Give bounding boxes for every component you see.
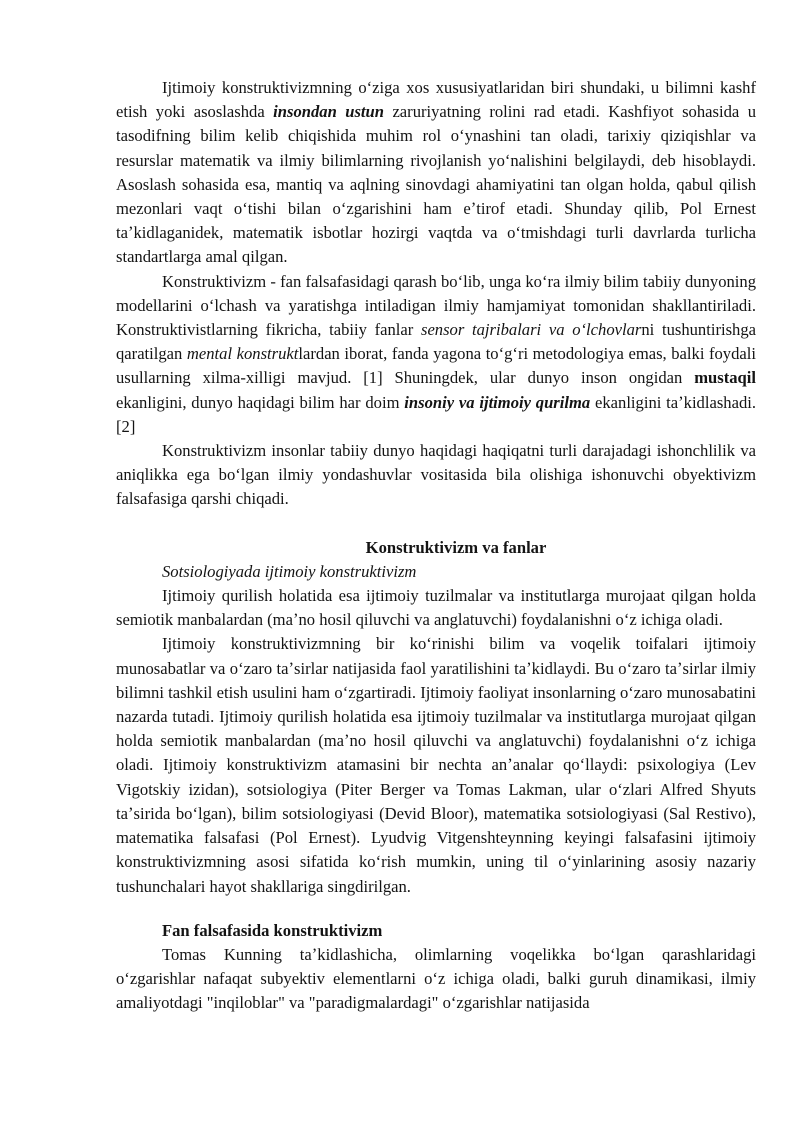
paragraph-4: Ijtimoiy qurilish holatida esa ijtimoiy tuzilmalar va institutlarga murojaat qilgan holda semiotik manbalardan (maʼno hosil qiluvchi va anglatuvchi) foydalanishni oʻz ichiga oladi. [116,586,756,630]
text-run: Ijtimoiy konstruktivizmning oʻziga xos xususiyatlaridan biri shundaki, u bilimni kashf etish yoki asoslashda [116,78,756,122]
paragraph-6: Tomas Kunning taʼkidlashicha, olimlarning voqelikka boʻlgan qarashlaridagi oʻzgarishlar nafaqat subyektiv elementlarni oʻz ichiga oladi, balki guruh dinamikasi, ilmiy amaliyotdagi "inqiloblar" va "paradigmalardagi" oʻzgarishlar natijasida [116,944,756,1013]
paragraph-5: Ijtimoiy konstruktivizmning bir koʻrinishi bilim va voqelik toifalari ijtimoiy munosabatlar va oʻzaro taʼsirlar natijasida faol yaratilishini taʼkidlaydi. Bu oʻzaro taʼsirlar ilmiy bilimni tashkil etish usulini ham oʻzgartiradi. Ijtimoiy faoliyat insonlarning oʻzaro munosabatini nazarda tutadi. Ijtimoiy qurilish holatida esa ijtimoiy tuzilmalar va institutlarga murojaat qilgan holda semiotik manbalardan (maʼno hosil qiluvchi va anglatuvchi) foydalanishni oʻz ichiga oladi. Ijtimoiy konstruktivizm atamasini bir nechta anʼanalar qoʻllaydi: psixologiya (Lev Vigotskiy izidan), sotsiologiya (Piter Berger va Tomas Lakman, ular oʻzlari Alfred Shyuts taʼsirida boʻlgan), bilim sotsiologiyasi (Devid Bloor), matematika sotsiologiyasi (Sal Restivo), matematika falsafasi (Pol Ernest). Lyudvig Vitgenshteynning keyingi falsafasini ijtimoiy konstruktivizmning asosi sifatida koʻrish mumkin, uning til oʻyinlarining asosiy nazariy tushunchalari hayot shakllariga singdirilgan. [116,634,756,896]
emphasis-text: insoniy va ijtimoiy qurilma [404,392,591,412]
paragraph-3: Konstruktivizm insonlar tabiiy dunyo haqidagi haqiqatni turli darajadagi ishonchlilik va aniqlikka ega boʻlgan ilmiy yondashuvlar vositasida bila olishiga ishonuvchi obyektivizm falsafasiga qarshi chiqadi. [116,441,756,509]
text-run: lardan iborat, fanda yagona toʻgʻri metodologiya emas, balki foydali usullarning xilma-xilligi mavjud. [1] Shuningdek, ular dunyo inson ongidan [116,344,756,388]
text-run: ni tushuntirishga qaratilgan [116,320,756,364]
emphasis-text: insondan ustun [273,102,384,122]
section-heading: Konstruktivizm va fanlar [365,537,547,557]
text-run: zaruriyatning rolini rad etadi. Kashfiyot sohasida u tasodifning bilim kelib chiqishida muhim rol oʻynashini tan oladi, tarixiy qiziqishlar va resurslar matematik va ilmiy bilimlarning rivojlanish yoʻnalishini belgilaydi, deb hisoblaydi. Asoslash sohasida esa, mantiq va aqlning sinovdagi ahamiyatini tan olgan holda, qabul qilish mezonlari vaqt oʻtishi bilan oʻzgarishini ham eʼtirof etadi. Shunday qilib, Pol Ernest taʼkidlaganidek, matematik isbotlar hozirgi vaqtda va oʻtmishdagi turli davrlarda turlicha standartlarga amal qilgan. [116,102,756,267]
text-run: ekanligini, dunyo haqidagi bilim har doim [116,392,405,412]
italic-text: sensor tajribalari va oʻlchovlar [420,320,642,340]
section-heading-2: Fan falsafasida konstruktivizm [162,920,383,940]
paragraph-1 [116,76,756,270]
document-page [116,76,756,1016]
italic-text: mental konstrukt [186,344,299,364]
bold-text: mustaqil [694,368,756,388]
subsection-heading: Sotsiologiyada ijtimoiy konstruktivizm [162,561,417,581]
text-run: Konstruktivizm - fan falsafasidagi qarash boʻlib, unga koʻra ilmiy bilim tabiiy dunyoning modellarini oʻlchash va yaratishga intiladigan ilmiy hamjamiyat tomonidan shakllantiriladi. Konstruktivistlarning fikricha, tabiiy fanlar [116,271,756,340]
paragraph-2 [116,270,756,439]
text-run: ekanligini taʼkidlashadi. [2] [116,392,757,436]
